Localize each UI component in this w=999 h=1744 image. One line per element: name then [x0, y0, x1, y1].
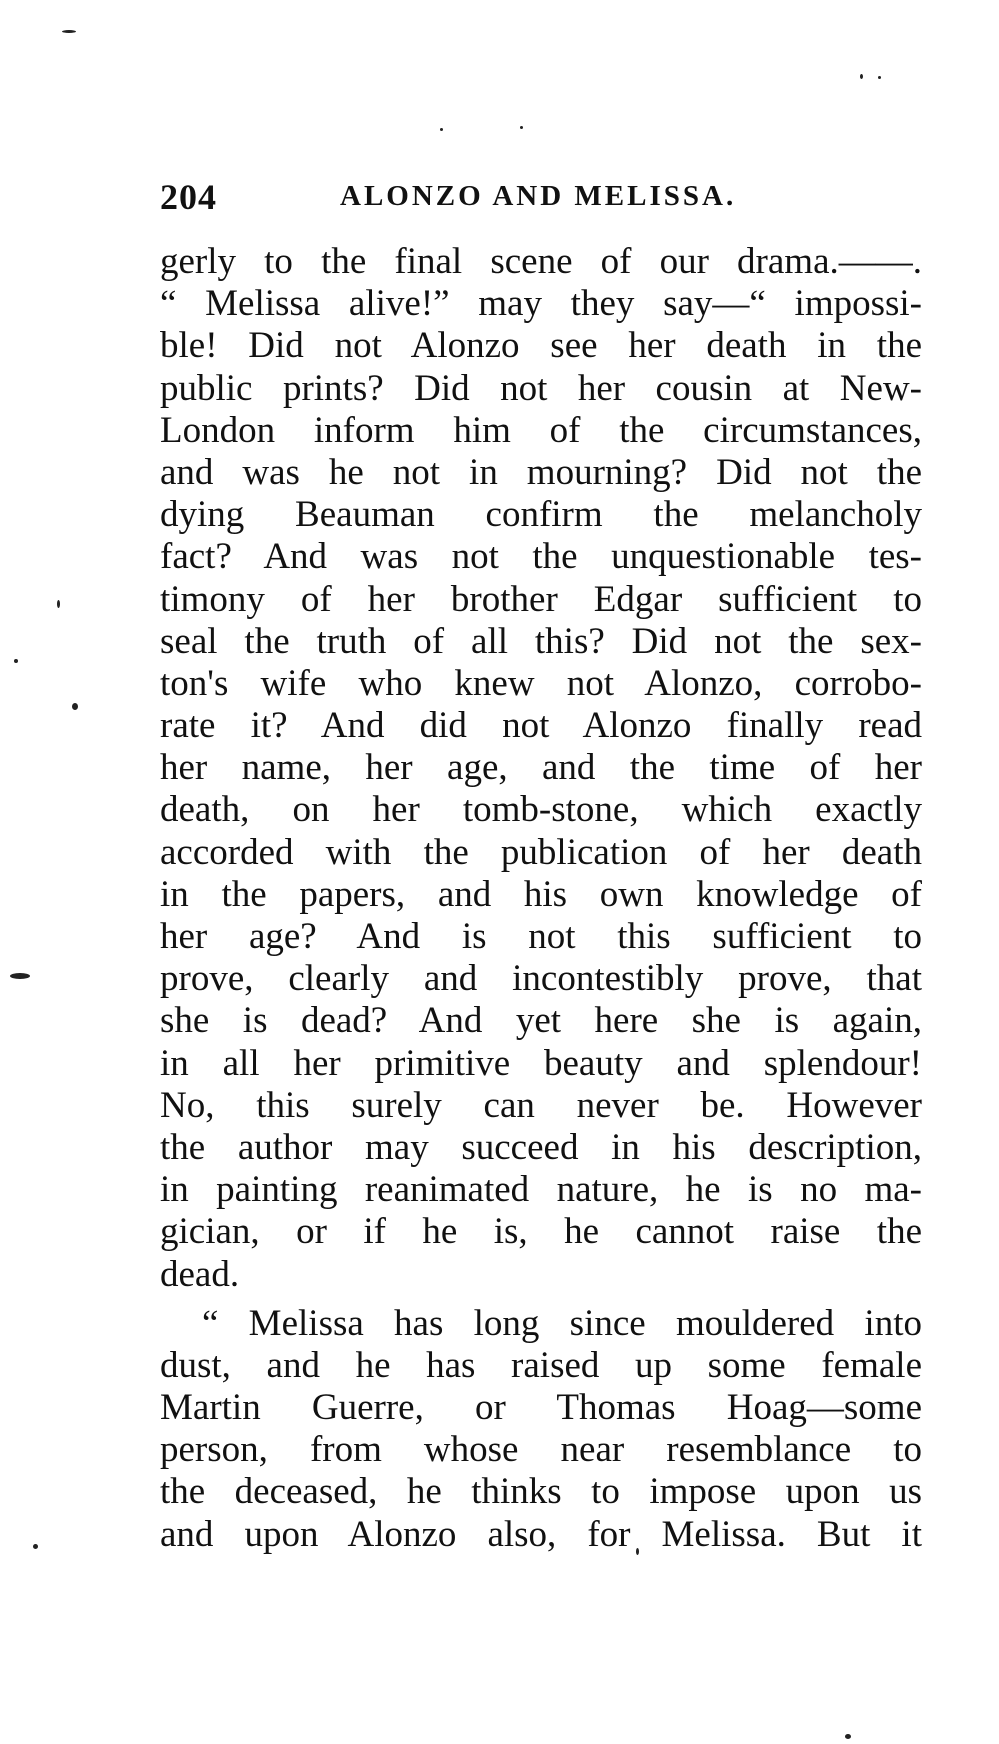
text-line: dying Beauman confirm the melancholy [160, 494, 922, 536]
text-line: dust, and he has raised up some female [160, 1344, 922, 1386]
running-title: ALONZO AND MELISSA. [340, 180, 737, 212]
text-line: dead. [160, 1253, 240, 1295]
scan-speck [845, 1734, 851, 1739]
text-line: timony of her brother Edgar sufficient to [160, 578, 922, 620]
scan-speck [10, 973, 30, 979]
text-line: the author may succeed in his description, [160, 1126, 922, 1168]
scan-speck [72, 703, 78, 710]
text-line: in the papers, and his own knowledge of [160, 873, 922, 915]
paragraph-2 [160, 1303, 922, 1556]
scan-speck [520, 126, 523, 129]
text-line: fact? And was not the unquestionable tes- [160, 536, 922, 578]
text-line: public prints? Did not her cousin at New- [160, 367, 922, 409]
text-line: “ Melissa has long since mouldered into [202, 1302, 922, 1344]
scan-speck [878, 76, 881, 79]
scan-speck [440, 128, 443, 131]
text-line: accorded with the publication of her death [160, 831, 922, 873]
text-line: ton's wife who knew not Alonzo, corrobo- [160, 662, 922, 704]
text-line: and was he not in mourning? Did not the [160, 451, 922, 493]
text-line: in painting reanimated nature, he is no ma- [160, 1169, 922, 1211]
text-line: her age? And is not this sufficient to [160, 916, 922, 957]
text-line: and upon Alonzo also, for Melissa. But it [160, 1513, 922, 1555]
scan-speck [33, 1544, 38, 1549]
text-line: Martin Guerre, or Thomas Hoag—some [160, 1387, 922, 1429]
text-line: prove, clearly and incontestibly prove, that [160, 958, 922, 1000]
text-line: her name, her age, and the time of her [160, 747, 922, 789]
text-line: she is dead? And yet here she is again, [160, 1000, 922, 1042]
text-line: “ Melissa alive!” may they say—“ impossi- [160, 283, 922, 325]
scan-speck [62, 30, 76, 33]
scan-speck [860, 74, 863, 79]
text-line: the deceased, he thinks to impose upon us [160, 1471, 922, 1513]
text-line: gician, or if he is, he cannot raise the [160, 1211, 922, 1253]
text-line: seal the truth of all this? Did not the sex- [160, 620, 922, 662]
text-line: London inform him of the circumstances, [160, 409, 922, 451]
text-line: No, this surely can never be. However [160, 1084, 922, 1126]
text-line: death, on her tomb-stone, which exactly [160, 789, 922, 831]
page-number: 204 [160, 177, 217, 217]
scan-speck [14, 659, 18, 663]
text-line: rate it? And did not Alonzo finally read [160, 705, 922, 747]
paragraph-gap [160, 1296, 922, 1303]
text-line: ble! Did not Alonzo see her death in the [160, 325, 922, 367]
scan-speck [57, 600, 60, 608]
text-line: gerly to the final scene of our drama.——. [160, 241, 922, 282]
text-line: in all her primitive beauty and splendour! [160, 1042, 922, 1084]
text-line: person, from whose near resemblance to [160, 1429, 922, 1471]
body-text [160, 241, 922, 1556]
page-header [160, 176, 920, 220]
paragraph-1 [160, 241, 922, 1296]
